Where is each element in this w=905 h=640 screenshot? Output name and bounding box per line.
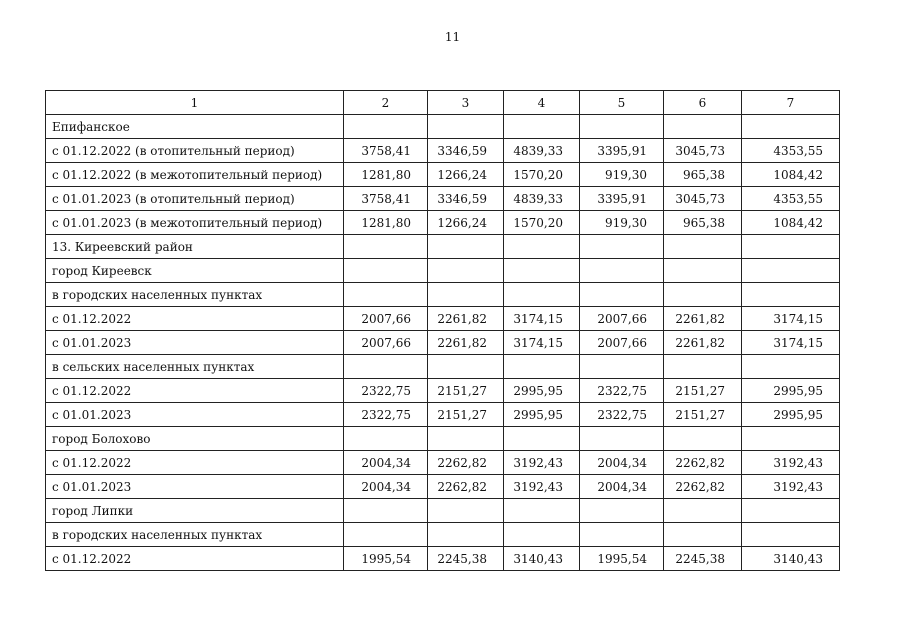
table-cell: 2245,38: [664, 547, 742, 571]
table-cell: 2261,82: [428, 307, 504, 331]
table-cell: 1266,24: [428, 163, 504, 187]
table-cell: 2261,82: [428, 331, 504, 355]
table-cell: [504, 427, 580, 451]
table-cell: [344, 115, 428, 139]
table-cell: [504, 355, 580, 379]
table-cell: 1084,42: [742, 211, 840, 235]
table-row: [46, 427, 840, 451]
table-cell: [742, 355, 840, 379]
table-cell: [344, 499, 428, 523]
table-row: [46, 403, 840, 427]
table-cell: 2262,82: [664, 475, 742, 499]
table-cell: 965,38: [664, 163, 742, 187]
table-cell: 3174,15: [504, 331, 580, 355]
table-cell: 2261,82: [664, 331, 742, 355]
table-cell: [580, 115, 664, 139]
table-cell: 2995,95: [742, 403, 840, 427]
table-cell: [428, 283, 504, 307]
table-cell: 2995,95: [504, 379, 580, 403]
table-cell: 1570,20: [504, 163, 580, 187]
column-header: 3: [428, 91, 504, 115]
table-cell: 4353,55: [742, 187, 840, 211]
table-cell: 1281,80: [344, 163, 428, 187]
table-cell: [580, 235, 664, 259]
row-label: 13. Киреевский район: [46, 235, 344, 259]
table-cell: 2262,82: [428, 475, 504, 499]
table-row: [46, 331, 840, 355]
table-header-row: [46, 91, 840, 115]
table-cell: 2007,66: [344, 307, 428, 331]
table-cell: [742, 499, 840, 523]
column-header: 7: [742, 91, 840, 115]
row-label: в городских населенных пунктах: [46, 283, 344, 307]
table-cell: 4353,55: [742, 139, 840, 163]
table-cell: 2995,95: [742, 379, 840, 403]
column-header: 4: [504, 91, 580, 115]
table-row: [46, 235, 840, 259]
table-cell: [664, 523, 742, 547]
table-cell: 2007,66: [344, 331, 428, 355]
table-cell: 1995,54: [580, 547, 664, 571]
table-cell: 4839,33: [504, 139, 580, 163]
table-cell: 2007,66: [580, 331, 664, 355]
table-cell: 3758,41: [344, 139, 428, 163]
row-label: с 01.12.2022: [46, 451, 344, 475]
table-row: [46, 163, 840, 187]
table-cell: 2004,34: [344, 475, 428, 499]
table-cell: 2151,27: [428, 379, 504, 403]
table-cell: [504, 115, 580, 139]
table-cell: [664, 499, 742, 523]
table-cell: [742, 235, 840, 259]
table-cell: 2262,82: [664, 451, 742, 475]
table-cell: 2151,27: [664, 379, 742, 403]
table-cell: 2151,27: [428, 403, 504, 427]
table-cell: 3395,91: [580, 139, 664, 163]
table-cell: 3192,43: [504, 451, 580, 475]
row-label: город Киреевск: [46, 259, 344, 283]
table-cell: [664, 283, 742, 307]
table-cell: [580, 523, 664, 547]
table-cell: [580, 283, 664, 307]
row-label: с 01.12.2022: [46, 547, 344, 571]
table-row: [46, 139, 840, 163]
row-label: с 01.12.2022: [46, 379, 344, 403]
table-cell: [344, 355, 428, 379]
row-label: город Болохово: [46, 427, 344, 451]
table-cell: 1266,24: [428, 211, 504, 235]
table-cell: 3140,43: [742, 547, 840, 571]
table-cell: 3192,43: [742, 475, 840, 499]
table-cell: [742, 259, 840, 283]
row-label: Епифанское: [46, 115, 344, 139]
tariff-table: [45, 90, 840, 571]
column-header: 2: [344, 91, 428, 115]
table-cell: 2995,95: [504, 403, 580, 427]
table-cell: [580, 355, 664, 379]
table-row: [46, 307, 840, 331]
table-cell: [344, 259, 428, 283]
table-cell: [580, 499, 664, 523]
table-cell: 2322,75: [580, 403, 664, 427]
table-cell: 3045,73: [664, 139, 742, 163]
row-label: с 01.01.2023: [46, 331, 344, 355]
column-header: 5: [580, 91, 664, 115]
table-cell: 3346,59: [428, 187, 504, 211]
row-label: в городских населенных пунктах: [46, 523, 344, 547]
row-label: с 01.12.2022 (в межотопительный период): [46, 163, 344, 187]
table-row: [46, 259, 840, 283]
table-cell: 3192,43: [742, 451, 840, 475]
table-cell: [344, 283, 428, 307]
table-cell: [742, 523, 840, 547]
table-cell: 3192,43: [504, 475, 580, 499]
table-cell: 3140,43: [504, 547, 580, 571]
table-row: [46, 379, 840, 403]
table-cell: 1570,20: [504, 211, 580, 235]
column-header: 1: [46, 91, 344, 115]
row-label: с 01.12.2022: [46, 307, 344, 331]
row-label: в сельских населенных пунктах: [46, 355, 344, 379]
table-cell: [428, 259, 504, 283]
row-label: с 01.01.2023: [46, 475, 344, 499]
table-cell: 2322,75: [344, 403, 428, 427]
table-cell: 2245,38: [428, 547, 504, 571]
row-label: с 01.12.2022 (в отопительный период): [46, 139, 344, 163]
table-cell: [428, 499, 504, 523]
table-cell: [428, 523, 504, 547]
table-cell: 2322,75: [580, 379, 664, 403]
table-cell: 2261,82: [664, 307, 742, 331]
table-row: [46, 475, 840, 499]
table-cell: 2004,34: [580, 451, 664, 475]
table-cell: 965,38: [664, 211, 742, 235]
table-cell: 2007,66: [580, 307, 664, 331]
row-label: с 01.01.2023 (в межотопительный период): [46, 211, 344, 235]
table-cell: 3395,91: [580, 187, 664, 211]
table-cell: [504, 235, 580, 259]
table-row: [46, 523, 840, 547]
row-label: город Липки: [46, 499, 344, 523]
table-cell: [344, 427, 428, 451]
table-cell: 3758,41: [344, 187, 428, 211]
table-cell: 1995,54: [344, 547, 428, 571]
table-cell: [344, 235, 428, 259]
table-cell: [428, 235, 504, 259]
table-cell: [580, 427, 664, 451]
table-cell: [504, 523, 580, 547]
table-cell: [742, 115, 840, 139]
table-row: [46, 115, 840, 139]
table-cell: [580, 259, 664, 283]
table-cell: [664, 259, 742, 283]
table-cell: 2004,34: [580, 475, 664, 499]
table-cell: 919,30: [580, 211, 664, 235]
table-cell: [664, 355, 742, 379]
table-row: [46, 451, 840, 475]
row-label: с 01.01.2023 (в отопительный период): [46, 187, 344, 211]
table-cell: 3346,59: [428, 139, 504, 163]
table-cell: [428, 355, 504, 379]
table-cell: 1084,42: [742, 163, 840, 187]
table-cell: 3045,73: [664, 187, 742, 211]
column-header: 6: [664, 91, 742, 115]
table-cell: 2322,75: [344, 379, 428, 403]
table-cell: [504, 499, 580, 523]
table-row: [46, 499, 840, 523]
table-cell: 3174,15: [504, 307, 580, 331]
table-cell: [742, 283, 840, 307]
table-row: [46, 211, 840, 235]
table-row: [46, 547, 840, 571]
table-row: [46, 187, 840, 211]
table-cell: [664, 235, 742, 259]
table-cell: [428, 427, 504, 451]
table-cell: 3174,15: [742, 307, 840, 331]
table-cell: [504, 283, 580, 307]
table-cell: 4839,33: [504, 187, 580, 211]
row-label: с 01.01.2023: [46, 403, 344, 427]
table-cell: [428, 115, 504, 139]
table-cell: 1281,80: [344, 211, 428, 235]
table-cell: 2262,82: [428, 451, 504, 475]
table-cell: [664, 427, 742, 451]
table-row: [46, 283, 840, 307]
table-cell: 919,30: [580, 163, 664, 187]
table-cell: [664, 115, 742, 139]
table-cell: [742, 427, 840, 451]
table-row: [46, 355, 840, 379]
table-cell: 2151,27: [664, 403, 742, 427]
table-cell: [344, 523, 428, 547]
table-cell: [504, 259, 580, 283]
table-cell: 3174,15: [742, 331, 840, 355]
page-number: 11: [444, 30, 461, 44]
table-cell: 2004,34: [344, 451, 428, 475]
